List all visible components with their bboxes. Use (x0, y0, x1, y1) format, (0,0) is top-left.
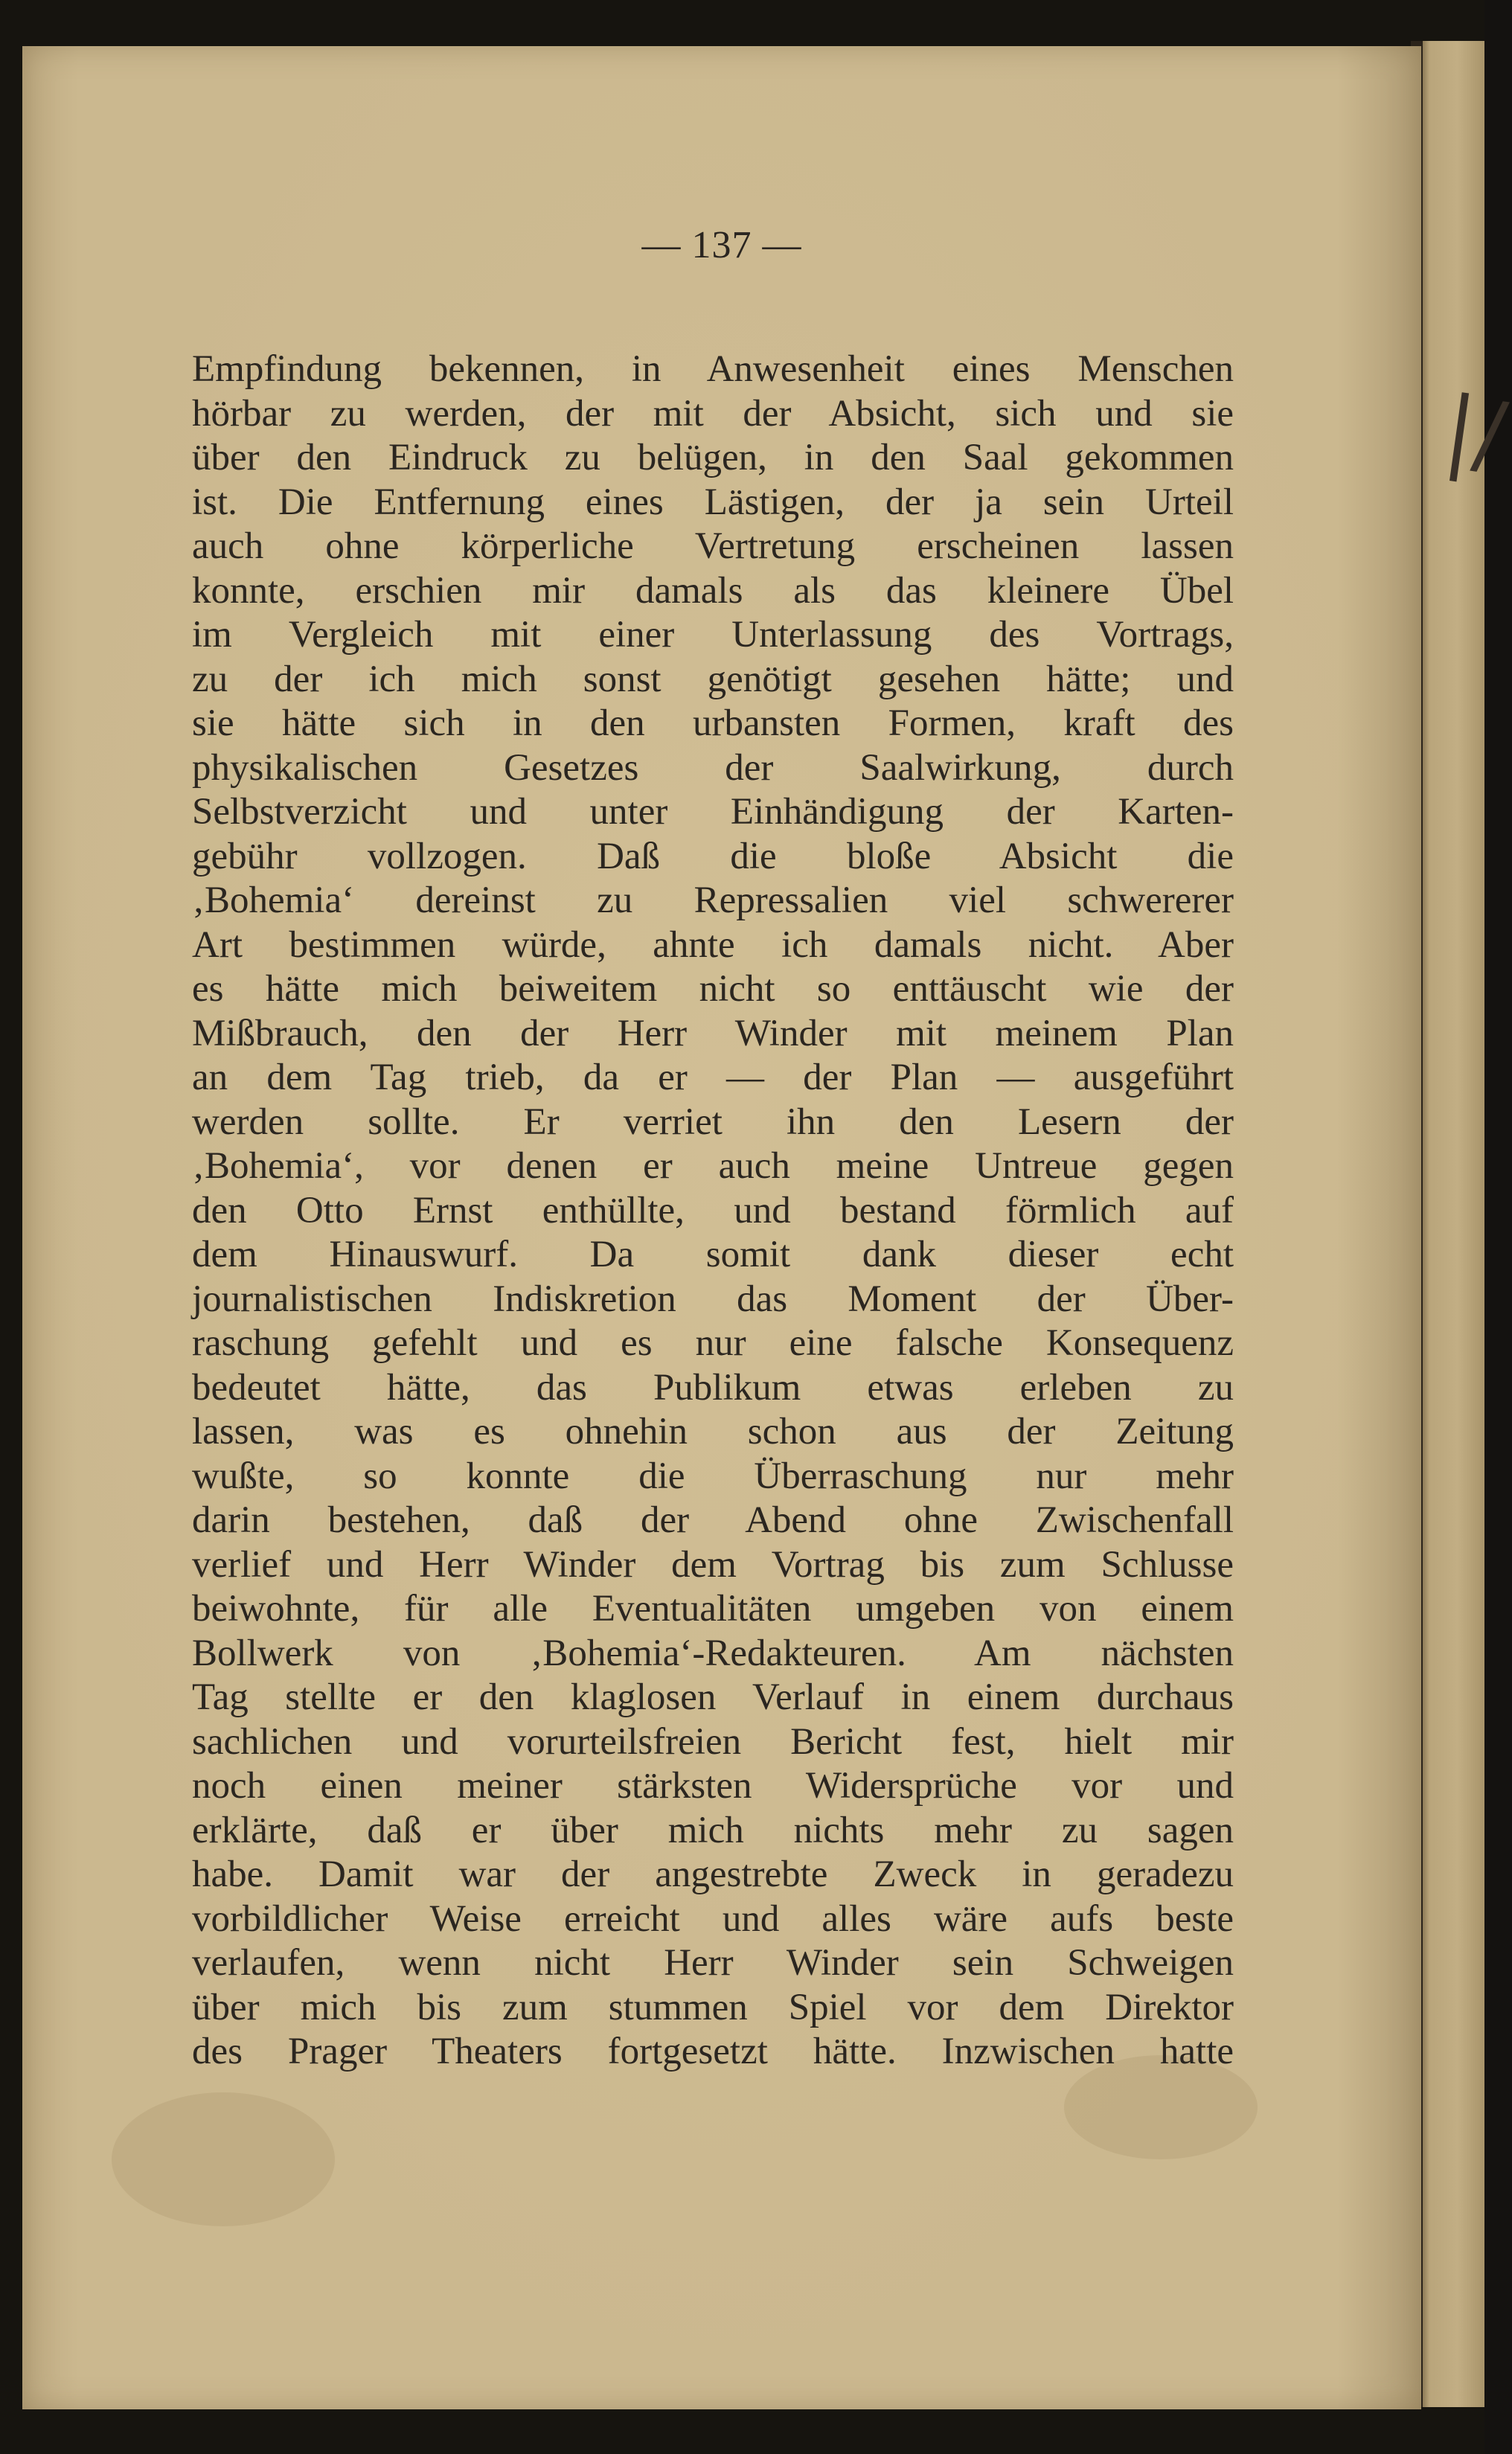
text-line: physikalischen Gesetzes der Saalwirkung, durch (192, 746, 1234, 789)
text-line: auch ohne körperliche Vertretung erscheinen lassen (192, 525, 1234, 567)
text-line: werden sollte. Er verriet ihn den Lesern der (192, 1101, 1234, 1143)
paper-page (22, 46, 1421, 2409)
text-line: hörbar zu werden, der mit der Absicht, sich und sie (192, 392, 1234, 435)
text-line: gebühr vollzogen. Daß die bloße Absicht die (192, 835, 1234, 877)
text-line: darin bestehen, daß der Abend ohne Zwischenfall (192, 1499, 1234, 1541)
text-line: Tag stellte er den klaglosen Verlauf in einem durchaus (192, 1676, 1234, 1718)
text-line: Selbstverzicht und unter Einhändigung der Karten- (192, 791, 1234, 833)
text-line: Empfindung bekennen, in Anwesenheit eines Menschen (192, 348, 1234, 390)
text-line: sachlichen und vorurteilsfreien Bericht fest, hielt mir (192, 1720, 1234, 1763)
text-line: an dem Tag trieb, da er — der Plan — ausgeführt (192, 1057, 1234, 1098)
text-line: erklärte, daß er über mich nichts mehr zu sagen (192, 1809, 1234, 1851)
text-line: Bollwerk von ‚Bohemia‘-Redakteuren. Am nächsten (192, 1632, 1234, 1674)
paper-stain (112, 2092, 335, 2226)
text-line: über den Eindruck zu belügen, in den Saal gekommen (192, 437, 1234, 478)
text-line: zu der ich mich sonst genötigt gesehen hätte; und (192, 658, 1234, 700)
text-line: ‚Bohemia‘ dereinst zu Repressalien viel schwererer (192, 880, 1234, 921)
text-line: journalistischen Indiskretion das Moment der Über- (192, 1278, 1234, 1320)
text-line: beiwohnte, für alle Eventualitäten umgeben von einem (192, 1588, 1234, 1630)
text-line: lassen, was es ohnehin schon aus der Zeitung (192, 1411, 1234, 1452)
text-line: Mißbrauch, den der Herr Winder mit meinem Plan (192, 1012, 1234, 1054)
text-line: noch einen meiner stärksten Widersprüche vor und (192, 1765, 1234, 1807)
text-line: raschung gefehlt und es nur eine falsche Konsequenz (192, 1322, 1234, 1364)
text-line: dem Hinauswurf. Da somit dank dieser echt (192, 1234, 1234, 1275)
text-line: wußte, so konnte die Überraschung nur mehr (192, 1455, 1234, 1497)
text-line: verlaufen, wenn nicht Herr Winder sein Schweigen (192, 1942, 1234, 1984)
text-line: des Prager Theaters fortgesetzt hätte. Inzwischen hatte (192, 2031, 1234, 2072)
text-line: Art bestimmen würde, ahnte ich damals nicht. Aber (192, 923, 1234, 966)
text-line: über mich bis zum stummen Spiel vor dem Direktor (192, 1986, 1234, 2028)
text-line: ist. Die Entfernung eines Lästigen, der ja sein Urteil (192, 481, 1234, 523)
text-line: bedeutet hätte, das Publikum etwas erleben zu (192, 1366, 1234, 1409)
text-line: konnte, erschien mir damals als das kleinere Übel (192, 569, 1234, 612)
text-line: im Vergleich mit einer Unterlassung des Vortrags, (192, 614, 1234, 656)
text-line: ‚Bohemia‘, vor denen er auch meine Untreue gegen (192, 1145, 1234, 1187)
text-line: vorbildlicher Weise erreicht und alles wäre aufs beste (192, 1897, 1234, 1940)
body-text (192, 347, 1234, 2075)
text-line: es hätte mich beiweitem nicht so enttäuscht wie der (192, 968, 1234, 1010)
text-line: verlief und Herr Winder dem Vortrag bis zum Schlusse (192, 1543, 1234, 1586)
margin-pencil-mark: |/ (1438, 377, 1512, 488)
page-number: — 137 — (641, 224, 802, 266)
text-line: sie hätte sich in den urbansten Formen, kraft des (192, 702, 1234, 744)
text-line: den Otto Ernst enthüllte, und bestand förmlich auf (192, 1189, 1234, 1231)
text-line: habe. Damit war der angestrebte Zweck in geradezu (192, 1854, 1234, 1895)
